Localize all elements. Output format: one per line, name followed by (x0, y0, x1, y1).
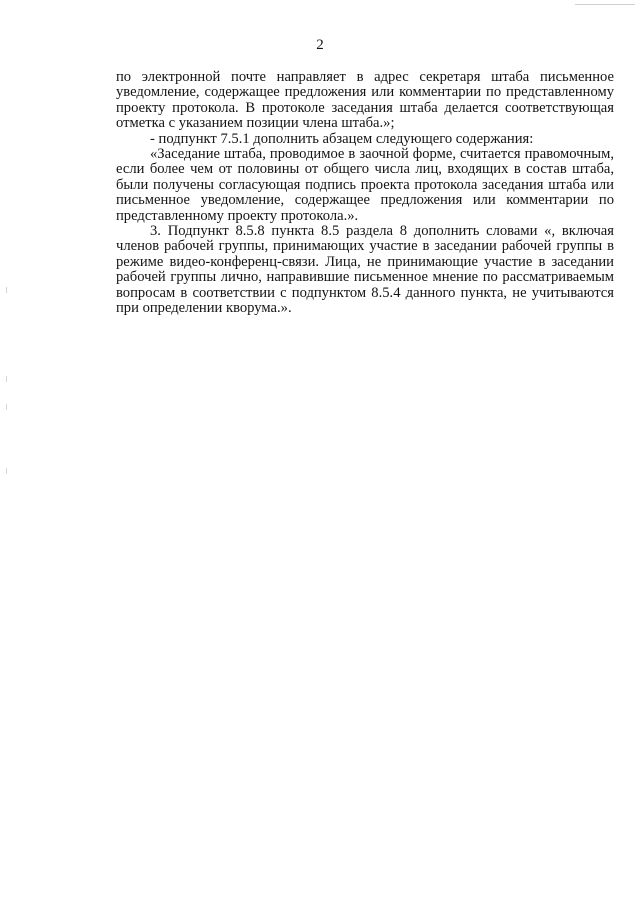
scan-artifact-edge-1 (6, 287, 7, 293)
paragraph-subclause-7-5-1: - подпункт 7.5.1 дополнить абзацем следующего содержания: (150, 130, 534, 147)
scan-artifact-edge-3 (6, 404, 7, 410)
scan-artifact-edge-4 (6, 468, 7, 474)
paragraph-item-3-subclause-8-5-8: 3. Подпункт 8.5.8 пункта 8.5 раздела 8 дополнить словами «, включая членов рабочей группы, принимающих участие в заседании рабочей группы в режиме видео-конференц-связи. Лица, не принимающие участие в заседании рабочей группы лично, направившие письменное мнение по рассматриваемым вопросам в соответствии с подпунктом 8.5.4 данного пункта, не учитываются при определении кворума.». (116, 223, 614, 317)
scan-artifact-top (575, 4, 635, 5)
scan-artifact-edge-2 (6, 376, 7, 382)
paragraph-email-notification: по электронной почте направляет в адрес секретаря штаба письменное уведомление, содержащее предложения или комментарии по представленному проекту протокола. В протоколе заседания штаба делается соответствующая отметка с указанием позиции члена штаба.»; (116, 69, 614, 132)
paragraph-absentee-meeting-quorum: «Заседание штаба, проводимое в заочной форме, считается правомочным, если более чем от половины от общего числа лиц, входящих в состав штаба, были получены согласующая подпись проекта протокола заседания штаба или письменное уведомление, содержащее предложения или комментарии по представленному проекту протокола.». (116, 146, 614, 224)
page-number: 2 (316, 37, 324, 53)
document-body (116, 70, 614, 317)
